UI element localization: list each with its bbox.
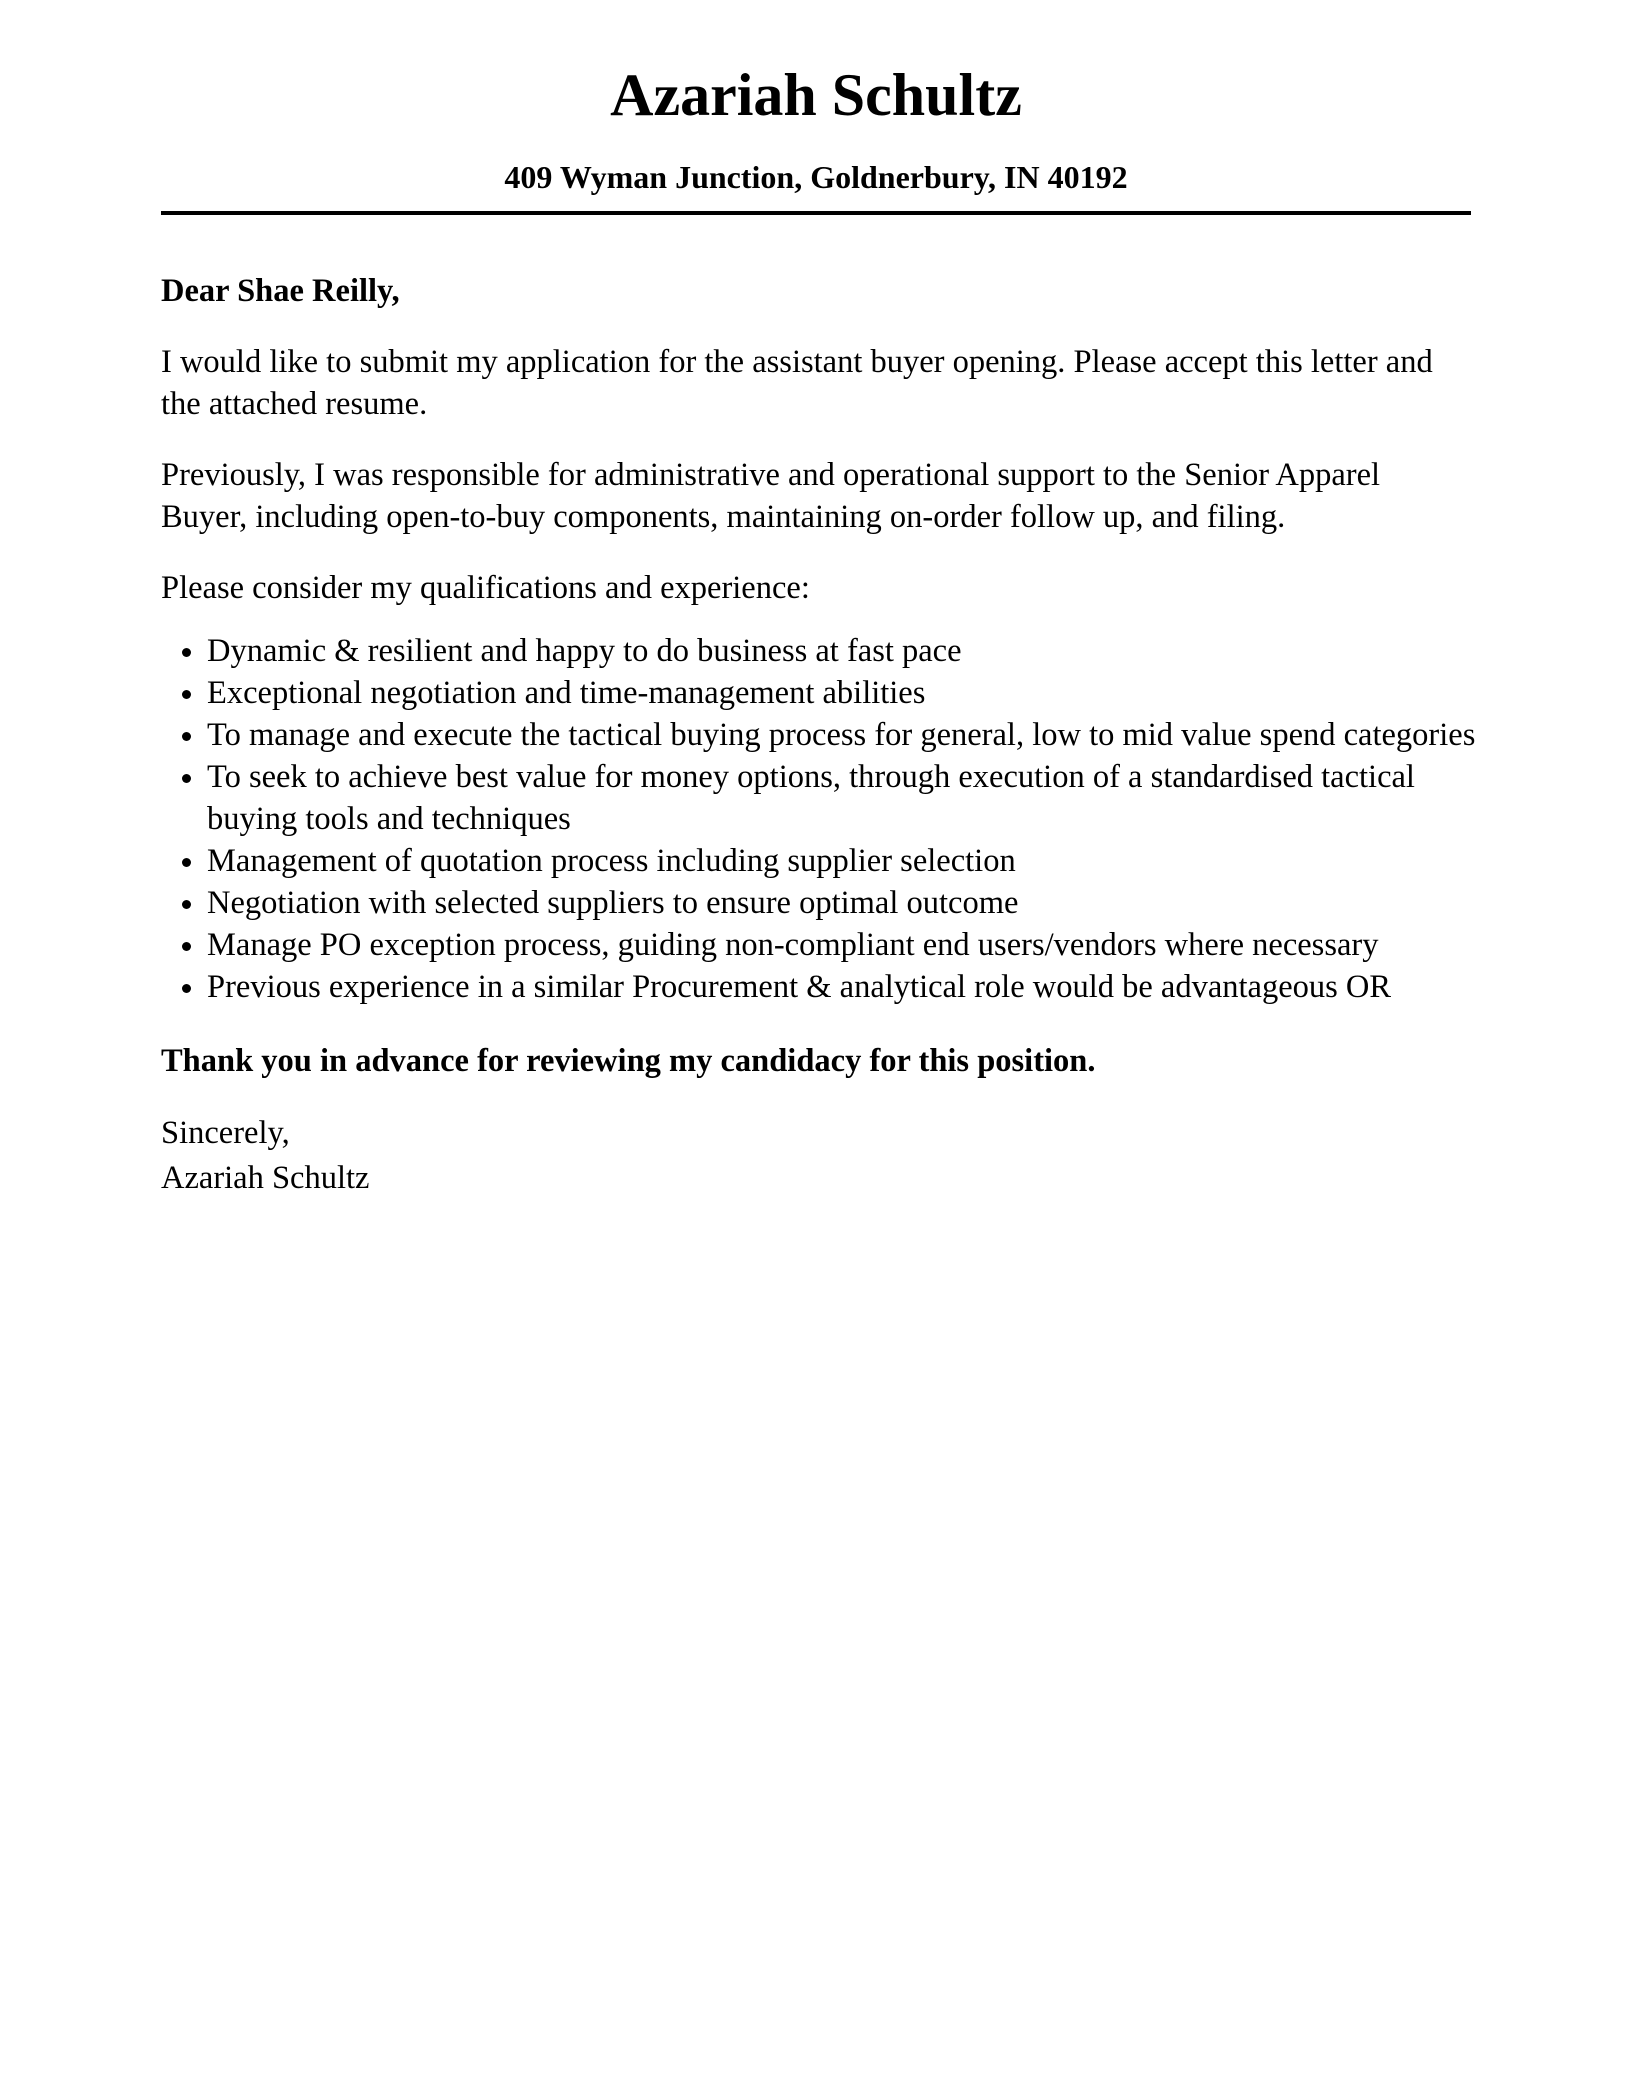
list-item xyxy=(207,714,1476,756)
list-item-line: • Negotiation with selected suppliers to ensure optimal outcome xyxy=(207,885,1019,921)
list-item-line: • To manage and execute the tactical buying process for general, low to mid value spend categories xyxy=(207,717,1476,753)
salutation: Dear Shae Reilly, xyxy=(161,273,400,309)
list-item-line: • Exceptional negotiation and time-management abilities xyxy=(207,675,926,711)
closing-statement: Thank you in advance for reviewing my candidacy for this position. xyxy=(161,1043,1096,1079)
signoff-block xyxy=(161,1111,1471,1201)
paragraph-experience xyxy=(161,454,1471,538)
list-item xyxy=(207,672,1471,714)
list-item xyxy=(207,630,1471,672)
letterhead-address: 409 Wyman Junction, Goldnerbury, IN 40192 xyxy=(504,159,1128,195)
list-item xyxy=(207,840,1471,882)
signoff: Sincerely, xyxy=(161,1115,290,1151)
paragraph-line: I would like to submit my application for the assistant buyer opening. Please accept this letter and xyxy=(161,344,1433,380)
list-item xyxy=(207,882,1471,924)
qualifications-list xyxy=(161,630,1476,1008)
list-item xyxy=(207,924,1471,966)
list-item-line: • To seek to achieve best value for money options, through execution of a standardised tactical xyxy=(207,759,1415,795)
list-item xyxy=(207,756,1471,840)
paragraph-line: the attached resume. xyxy=(161,386,428,422)
letterhead-divider xyxy=(161,211,1471,215)
paragraph-intro xyxy=(161,341,1471,425)
list-item-line: • Manage PO exception process, guiding non-compliant end users/vendors where necessary xyxy=(207,927,1379,963)
list-item xyxy=(207,966,1471,1008)
list-item-line: • Dynamic & resilient and happy to do business at fast pace xyxy=(207,633,962,669)
list-item-line: • Management of quotation process including supplier selection xyxy=(207,843,1016,879)
letterhead-name: Azariah Schultz xyxy=(610,62,1022,128)
list-item-line: buying tools and techniques xyxy=(207,801,571,837)
paragraph-line: Buyer, including open-to-buy components, maintaining on-order follow up, and filing. xyxy=(161,499,1286,535)
paragraph-line: Please consider my qualifications and experience: xyxy=(161,570,810,606)
paragraph-qualifications-lead xyxy=(161,567,1471,609)
list-item-line: • Previous experience in a similar Procurement & analytical role would be advantageous OR xyxy=(207,969,1392,1005)
signature: Azariah Schultz xyxy=(161,1160,370,1196)
paragraph-line: Previously, I was responsible for administrative and operational support to the Senior Apparel xyxy=(161,457,1381,493)
